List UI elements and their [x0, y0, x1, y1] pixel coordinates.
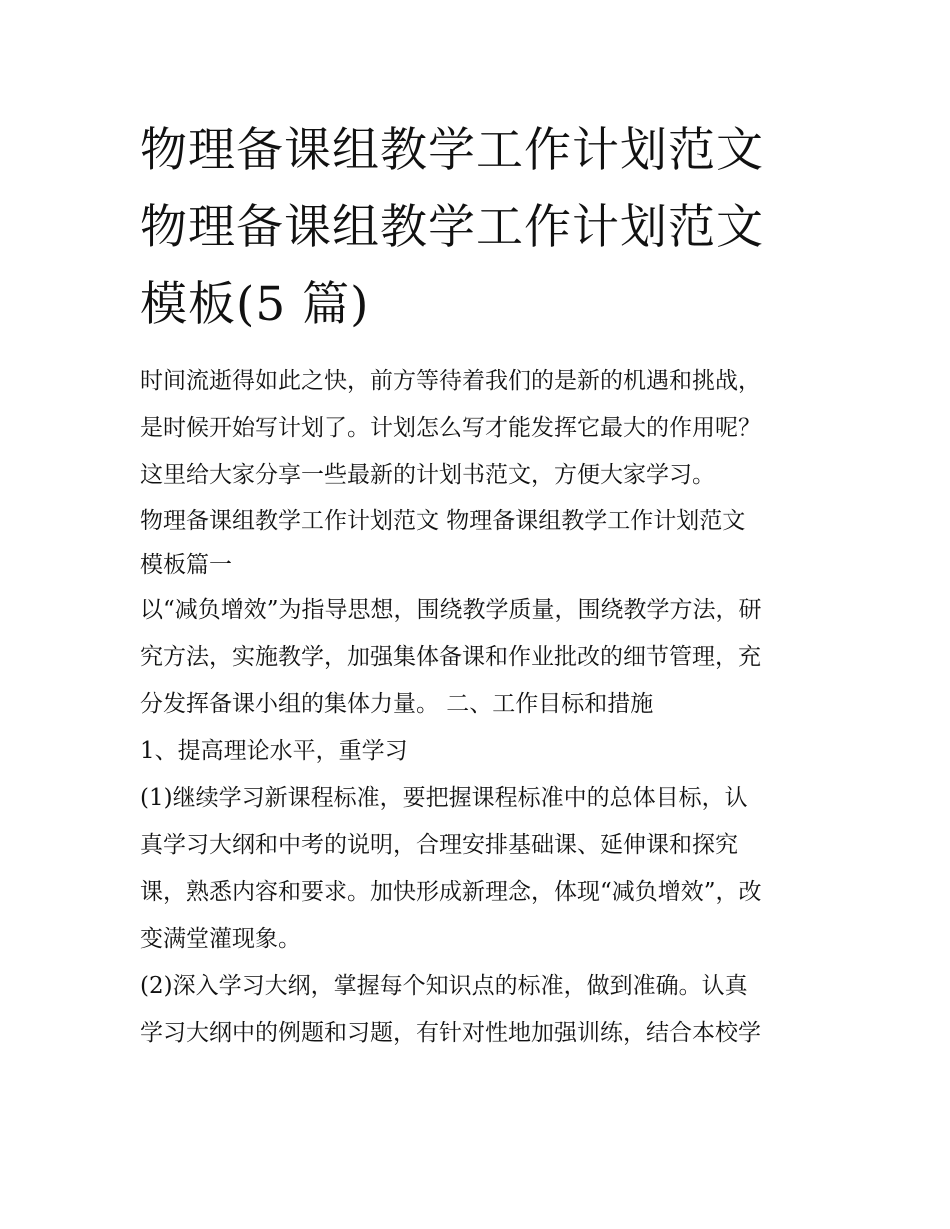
text-line: 课，熟悉内容和要求。加快形成新理念，体现“减负增效”，改: [140, 879, 762, 905]
text-line: 是时候开始写计划了。计划怎么写才能发挥它最大的作用呢？: [140, 415, 761, 441]
text-line: 模板篇一: [140, 552, 232, 578]
paragraph-section-heading: [140, 499, 830, 587]
paragraph-item-1-2: [140, 963, 830, 1057]
text-line: 以“减负增效”为指导思想，围绕教学质量，围绕教学方法，研: [140, 597, 762, 623]
text-line: 这里给大家分享一些最新的计划书范文，方便大家学习。: [140, 462, 715, 488]
title-line: 物理备课组教学工作计划范文: [140, 123, 764, 178]
paragraph-item-1: [140, 728, 830, 775]
text-line: (1)继续学习新课程标准，要把握课程标准中的总体目标，认: [140, 785, 748, 811]
paragraph-intro: [140, 358, 830, 499]
text-line: (2)深入学习大纲，掌握每个知识点的标准，做到准确。认真: [140, 973, 748, 999]
text-line: 时间流逝得如此之快，前方等待着我们的是新的机遇和挑战，: [140, 368, 761, 394]
text-line: 1、提高理论水平，重学习: [140, 738, 408, 764]
text-line: 真学习大纲和中考的说明，合理安排基础课、延伸课和探究: [140, 832, 738, 858]
title-line: 物理备课组教学工作计划范文: [140, 200, 764, 255]
text-line: 分发挥备课小组的集体力量。 二、工作目标和措施: [140, 691, 654, 717]
text-line: 物理备课组教学工作计划范文 物理备课组教学工作计划范文: [140, 508, 746, 534]
text-line: 变满堂灌现象。: [140, 926, 301, 952]
text-line: 学习大纲中的例题和习题，有针对性地加强训练，结合本校学: [140, 1020, 761, 1046]
document-body: [140, 358, 830, 1057]
paragraph-item-1-1: [140, 775, 830, 963]
title-line: 模板(5 篇): [140, 277, 370, 332]
paragraph-guiding-idea: [140, 587, 830, 728]
document-title: [140, 112, 840, 343]
text-line: 究方法，实施教学，加强集体备课和作业批改的细节管理，充: [140, 644, 761, 670]
